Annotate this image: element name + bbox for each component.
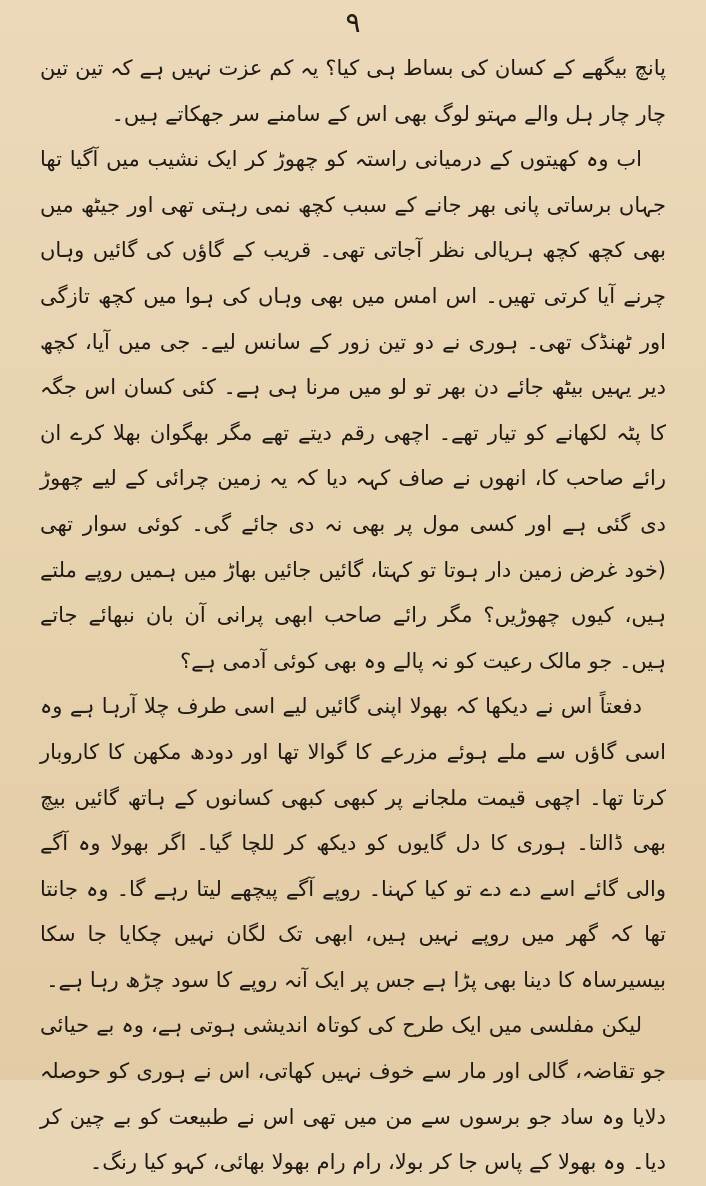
page-number: ۹ [345, 6, 361, 39]
paragraph-3: دفعتاً اس نے دیکھا کہ بھولا اپنی گائیں لیے اسی طرف چلا آرہا ہے وہ اسی گاؤں سے ملے ہوئے مزرعے کا گوالا تھا اور دودھ مکھن کا کاروبار کرتا تھا۔ اچھی قیمت ملجانے پر کبھی کبھی کسانوں کے ہاتھ گائیں بیچ بھی ڈالتا۔ ہوری کا دل گایوں کو دیکھ کر للچا گیا۔ اگر بھولا وہ آگے والی گائے اسے دے دے تو کیا کہنا۔ روپے آگے پیچھے لیتا رہے گا۔ وہ جانتا تھا کہ گھر میں روپے نہیں ہیں، ابھی تک لگان نہیں چکایا جا سکا بیسیرساہ کا دینا بھی پڑا ہے جس پر ایک آنہ روپے کا سود چڑھ رہا ہے۔ [40, 694, 666, 992]
paragraph-2: اب وہ کھیتوں کے درمیانی راستہ کو چھوڑ کر ایک نشیب میں آگیا تھا جہاں برساتی پانی بھر جانے کے سبب کچھ نمی رہتی تھی اور جیٹھ میں بھی کچھ کچھ ہریالی نظر آجاتی تھی۔ قریب کے گاؤں کی گائیں وہاں چرنے آیا کرتی تھیں۔ اس امس میں بھی وہاں کی ہوا میں کچھ تازگی اور ٹھنڈک تھی۔ ہوری نے دو تین زور کے سانس لیے۔ جی میں آیا، کچھ دیر یہیں بیٹھ جائے دن بھر تو لو میں مرنا ہی ہے۔ کئی کسان اس جگہ کا پٹہ لکھانے کو تیار تھے۔ اچھی رقم دیتے تھے مگر بھگوان بھلا کرے ان رائے صاحب کا، انھوں نے صاف کہہ دیا کہ یہ زمین چرائی کے لیے چھوڑ دی گئی ہے اور کسی مول پر بھی نہ دی جائے گی۔ کوئی سوار تھی (خود غرض زمین دار ہوتا تو کہتا، گائیں جائیں بھاڑ میں ہمیں روپے ملتے ہیں، کیوں چھوڑیں؟ مگر رائے صاحب ابھی پرانی آن بان نبھائے جاتے ہیں۔ جو مالک رعیت کو نہ پالے وہ بھی کوئی آدمی ہے؟ [40, 147, 666, 673]
paragraph-4: لیکن مفلسی میں ایک طرح کی کوتاہ اندیشی ہوتی ہے، وہ بے حیائی جو تقاضہ، گالی اور مار سے خوف نہیں کھاتی، اس نے ہوری کو حوصلہ دلایا وہ ساد جو برسوں سے من میں تھی اس نے طبیعت کو بے چین کر دیا۔ وہ بھولا کے پاس جا کر بولا، رام رام بھولا بھائی، کہو کیا رنگ۔ [40, 1013, 666, 1175]
paragraph-1: پانچ بیگھے کے کسان کی بساط ہی کیا؟ یہ کم عزت نہیں ہے کہ تین تین چار چار ہل والے مہتو لوگ بھی اس کے سامنے سر جھکاتے ہیں۔ [40, 56, 666, 126]
